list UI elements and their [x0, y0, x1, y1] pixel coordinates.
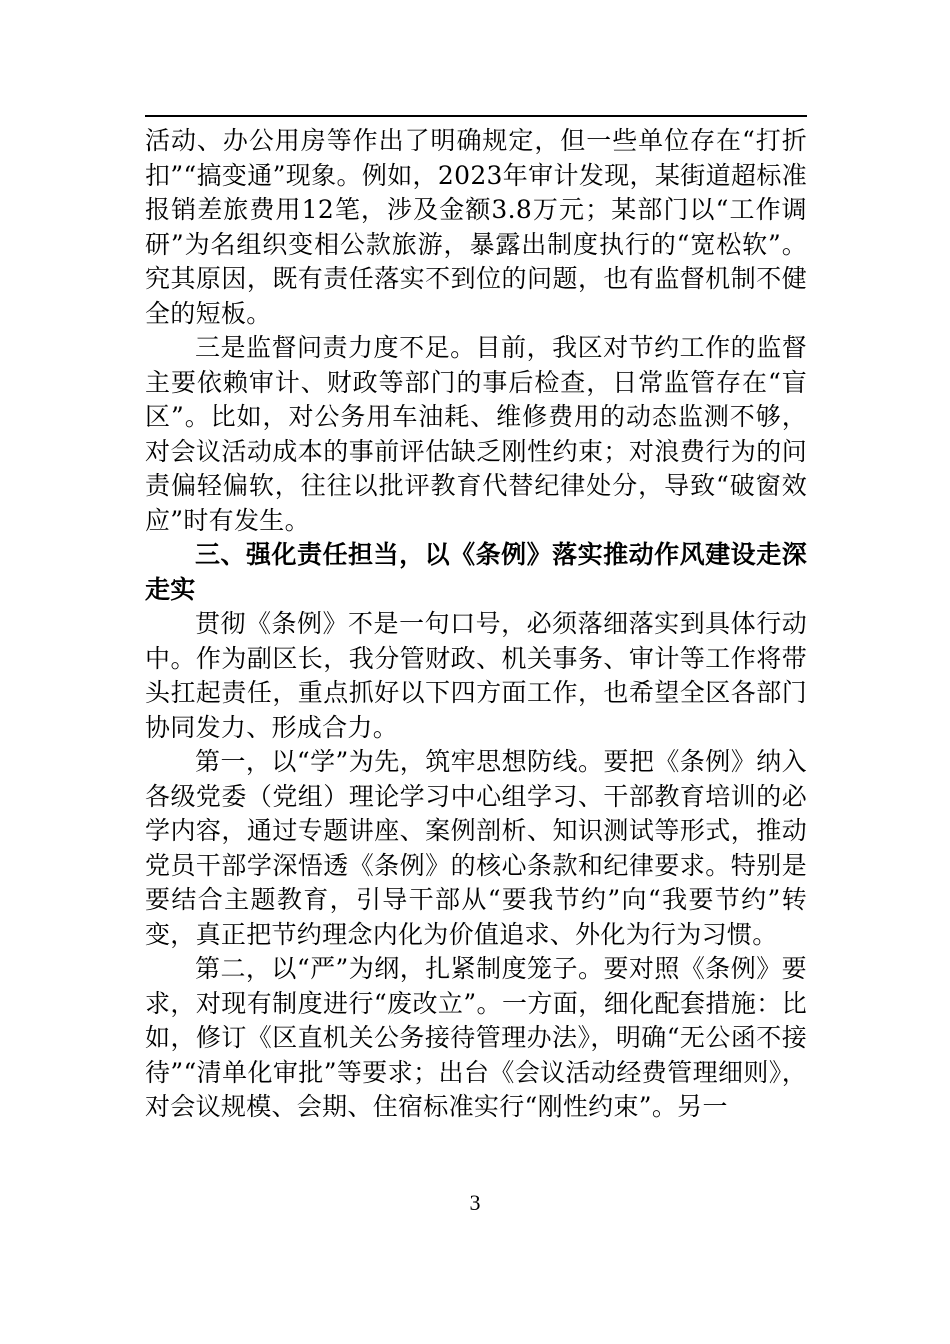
- document-body: [145, 124, 807, 1125]
- paragraph-second-strict: 第二，以“严”为纲，扎紧制度笼子。要对照《条例》要求，对现有制度进行“废改立”。一方面，细化配套措施：比如，修订《区直机关公务接待管理办法》，明确“无公函不接待”“清单化审批”等要求；出台《会议活动经费管理细则》，对会议规模、会期、住宿标准实行“刚性约束”。另一: [145, 954, 807, 1121]
- header-rule: [145, 115, 807, 117]
- paragraph-implementation: 贯彻《条例》不是一句口号，必须落细落实到具体行动中。作为副区长，我分管财政、机关事务、审计等工作将带头扛起责任，重点抓好以下四方面工作，也希望全区各部门协同发力、形成合力。: [145, 609, 807, 742]
- paragraph-supervision: 三是监督问责力度不足。目前，我区对节约工作的监督主要依赖审计、财政等部门的事后检查，日常监管存在“盲区”。比如，对公务用车油耗、维修费用的动态监测不够，对会议活动成本的事前评估缺乏刚性约束；对浪费行为的问责偏轻偏软，往往以批评教育代替纪律处分，导致“破窗效应”时有发生。: [145, 333, 807, 535]
- page-number: 3: [469, 1190, 481, 1215]
- paragraph-first-study: 第一，以“学”为先，筑牢思想防线。要把《条例》纳入各级党委（党组）理论学习中心组学习、干部教育培训的必学内容，通过专题讲座、案例剖析、知识测试等形式，推动党员干部学深悟透《条例》的核心条款和纪律要求。特别是要结合主题教育，引导干部从“要我节约”向“我要节约”转变，真正把节约理念内化为价值追求、外化为行为习惯。: [145, 747, 807, 949]
- section-heading: 三、强化责任担当，以《条例》落实推动作风建设走深走实: [145, 540, 807, 604]
- paragraph-continuation: 活动、办公用房等作出了明确规定，但一些单位存在“打折扣”“搞变通”现象。例如，2023年审计发现，某街道超标准报销差旅费用12笔，涉及金额3.8万元；某部门以“工作调研”为名组织变相公款旅游，暴露出制度执行的“宽松软”。究其原因，既有责任落实不到位的问题，也有监督机制不健全的短板。: [145, 126, 807, 328]
